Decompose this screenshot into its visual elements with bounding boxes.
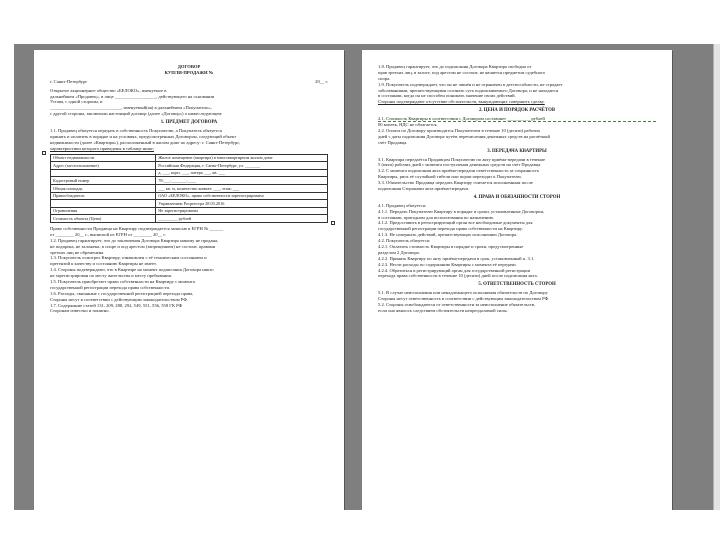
table-cell-label <box>51 169 156 177</box>
body-line: заболеваниями, препятствующими осознать суть подписываемого Договора, и не находится <box>378 87 559 93</box>
section-line: в состоянии, пригодном для использования по назначению. <box>378 214 495 220</box>
table-row <box>51 200 328 208</box>
table-cell-value: ОАО «БЕЛОКО», право собственности зарегистрировано <box>156 192 328 200</box>
body-line: 1.7. Содержание статей 131, 209, 288, 292, 549, 551, 556, 558 ГК РФ <box>50 302 183 308</box>
section-line: 1.1. Продавец обязуется передать в собственность Покупателю, а Покупатель обязуется <box>50 128 222 134</box>
section-line: подписания Сторонами акта приёма-передачи. <box>378 185 470 191</box>
section-paragraph <box>50 128 328 152</box>
section-line: разделом 2 Договора. <box>378 249 420 255</box>
document-viewport[interactable] <box>14 44 720 510</box>
body-line: не подарена, не заложена, в споре и под арестом (запрещением) не состоит, правами <box>50 243 216 249</box>
section-line: 3.2. С момента подписания акта приёма-передачи ответственность за сохранность <box>378 168 539 174</box>
body-line: Стороны подтверждают отсутствие обстоятельств, вынуждающих совершить сделку. <box>378 99 545 105</box>
table-cell-value: 78:___:_______:____ <box>156 177 328 185</box>
section-line: 4.1.3. Не совершать действий, препятствующих исполнению Договора. <box>378 232 518 238</box>
table-row <box>51 184 328 192</box>
table-row <box>51 169 328 177</box>
section-line: Стороны несут ответственность в соответствии с действующим законодательством РФ. <box>378 296 550 302</box>
section-title: 3. ПЕРЕДАЧА КВАРТИРЫ <box>487 148 547 154</box>
table-cell-label <box>51 200 156 208</box>
section-line: перехода права собственности в течение 10 (десяти) дней после подписания акта. <box>378 273 538 279</box>
section-line: 4.1. Продавец обязуется: <box>378 202 427 208</box>
intro-line: дальнейшем «Продавец», в лице __________________, действующего на основании <box>50 93 215 99</box>
section-line: Квартиры, риск её случайной гибели или порчи переходят к Покупателю. <box>378 174 522 180</box>
section-line: если оно явилось следствием обстоятельств непреодолимой силы. <box>378 307 508 313</box>
vertical-scrollbar[interactable] <box>713 44 720 510</box>
intro-line: Устава, с одной стороны, и <box>50 99 103 105</box>
place-text: г. Санкт-Петербург <box>50 78 88 84</box>
section-paragraph <box>378 290 656 314</box>
body-line: 1.3. Покупатель осмотрел Квартиру, ознакомлен с её техническим состоянием и <box>50 255 207 261</box>
section-line: 4.1.1. Передать Покупателю Квартиру в порядке и сроки, установленные Договором, <box>378 208 545 214</box>
body-line: третьих лиц не обременена. <box>50 249 105 255</box>
section-line: 4.1.2. Предоставить в регистрирующий орган все необходимые документы для <box>378 220 533 226</box>
body-line: в состоянии, когда он не способен понимать значение своих действий. <box>378 93 516 99</box>
section-line: характеристики которого приведены в таблице ниже: <box>50 145 155 151</box>
body-line: Право собственности Продавца на Квартиру подтверждается записью в ЕГРН № ______ <box>50 225 224 231</box>
section-line: дней с даты подписания Договора путём перечисления денежных средств на расчётный <box>378 133 550 139</box>
body-line: не зарегистрирован по месту жительства и месту пребывания. <box>50 273 172 279</box>
section-title: 4. ПРАВА И ОБЯЗАННОСТИ СТОРОН <box>473 194 561 200</box>
section-line: 4.2.1. Оплатить стоимость Квартиры в порядке и сроки, предусмотренные <box>378 243 524 249</box>
contract-title: ДОГОВОР <box>177 64 201 69</box>
section-line: 5.2. Стороны освобождаются от ответственности за неисполнение обязательств, <box>378 302 536 308</box>
body-line: 1.4. Стороны подтверждают, что в Квартире на момент подписания Договора никто <box>50 267 214 273</box>
table-cell-value: ___ кв. м, количество комнат: ___, этаж: ___ <box>156 184 328 192</box>
property-table <box>50 154 328 223</box>
section-line: 4.2.3. Нести расходы по содержанию Квартиры с момента её передачи. <box>378 261 517 267</box>
table-cell-value: Жилое помещение (квартира) в многоквартирном жилом доме <box>156 154 328 162</box>
section-line: принять и оплатить в порядке и на условиях, предусмотренных Договором, следующий объект <box>50 133 237 139</box>
after-table-paragraph <box>50 226 328 314</box>
body-line: 1.8. Продавец гарантирует, что до подписания Договора Квартира свободна от <box>378 64 532 69</box>
section-paragraph <box>378 157 656 192</box>
section-paragraph <box>378 203 656 280</box>
section-line: 4.2. Покупатель обязуется: <box>378 238 431 244</box>
section-line: 4.2.4. Обратиться в регистрирующий орган для государственной регистрации <box>378 267 531 273</box>
section-line: государственной регистрации перехода права собственности на Квартиру. <box>378 226 523 232</box>
top-paragraph <box>378 64 656 105</box>
section-line: 3.3. Обязательство Продавца передать Квартиру считается исполненным после <box>378 180 533 186</box>
body-line: 1.5. Покупатель приобретает право собственности на Квартиру с момента <box>50 278 195 284</box>
table-cell-label: Общая площадь <box>51 184 156 192</box>
body-line: спора. <box>378 75 391 81</box>
intro-paragraph <box>50 88 328 117</box>
body-line: 1.9. Покупатель подтверждает, что он не лишён и не ограничен в дееспособности, не страдает <box>378 81 563 87</box>
body-line: 1.2. Продавец гарантирует, что до заключения Договора Квартира никому не продана, <box>50 237 219 243</box>
body-line: Стороны несут в соответствии с действующим законодательством РФ. <box>50 296 189 302</box>
section-paragraph <box>378 116 656 145</box>
body-line: 1.6. Расходы, связанные с государственной регистрацией перехода права, <box>50 290 194 296</box>
document-page-right <box>362 50 672 510</box>
body-line: прав третьих лиц, в залоге, под арестом не состоит, не является предметом судебного <box>378 69 546 75</box>
table-row <box>51 192 328 200</box>
table-row <box>51 162 328 170</box>
document-page-left <box>34 50 344 510</box>
table-cell-label: Правообладатель <box>51 192 156 200</box>
table-row <box>51 177 328 185</box>
table-cell-label: Кадастровый номер <box>51 177 156 185</box>
section-line: 5 (пяти) рабочих дней с момента поступления денежных средств на счёт Продавца. <box>378 162 542 168</box>
table-cell-value: д. ___, корп. ___, литера ___, кв. ___ <box>156 169 328 177</box>
body-line: от ________ 20__ г., выпиской из ЕГРН от ________ 20__ г. <box>50 231 166 237</box>
date-year-text: 20__ г. <box>315 78 328 84</box>
table-cell-value: Не зарегистрированы <box>156 207 328 215</box>
body-line: Сторонам известно и понятно. <box>50 308 110 314</box>
body-line: претензий к качеству и состоянию Квартиры не имеет. <box>50 261 157 267</box>
table-row <box>51 207 328 215</box>
table-row <box>51 154 328 162</box>
table-cell-label: Объект недвижимости <box>51 154 156 162</box>
table-cell-value: Управлением Росреестра 28.03.2016 <box>156 200 328 208</box>
section-line: 00 копеек, НДС не облагается. <box>378 122 438 128</box>
intro-line: Открытое акционерное общество «БЕЛОКО», именуемое в <box>50 87 167 93</box>
table-row <box>51 215 328 223</box>
table-cell-label: Ограничения <box>51 207 156 215</box>
section-line: 3.1. Квартира передаётся Продавцом Покупателю по акту приёма-передачи в течение <box>378 156 546 162</box>
contract-subtitle: КУПЛИ-ПРОДАЖИ № <box>164 69 214 75</box>
table-resize-handle[interactable] <box>42 151 46 155</box>
section-title: 5. ОТВЕТСТВЕННОСТЬ СТОРОН <box>478 282 556 288</box>
section-line: счёт Продавца. <box>378 139 408 145</box>
intro-line: с другой стороны, заключили настоящий договор (далее «Договор») о нижеследующем: <box>50 111 223 117</box>
intro-line: _______________________________, именуемый(ая) в дальнейшем «Покупатель», <box>50 105 212 111</box>
table-resize-handle[interactable] <box>331 221 335 225</box>
section-title: 2. ЦЕНА И ПОРЯДОК РАСЧЁТОВ <box>478 108 556 114</box>
section-line: 5.1. В случае неисполнения или ненадлежащего исполнения обязательств по Договору <box>378 290 548 296</box>
table-cell-label: Стоимость объекта (Цена) <box>51 215 156 223</box>
section-line: 2.2. Оплата по Договору производится Покупателем в течение 10 (десяти) рабочих <box>378 127 541 133</box>
section-title: 1. ПРЕДМЕТ ДОГОВОРА <box>160 120 218 126</box>
section-line: 4.2.2. Принять Квартиру по акту приёма-передачи в срок, установленный п. 3.1. <box>378 255 535 261</box>
property-table-wrapper[interactable] <box>50 154 328 223</box>
table-cell-value: _________ рублей <box>156 215 328 223</box>
section-line: недвижимости (далее «Квартира»), расположенный в жилом доме по адресу: г. Санкт-Петербург, <box>50 139 240 145</box>
section-line: 2.1. Стоимость Квартиры в соответствии с Договором составляет __________ рублей <box>378 116 656 122</box>
table-cell-value: Российская Федерация, г. Санкт-Петербург, ул. _______ <box>156 162 328 170</box>
table-cell-label: Адрес (местоположение) <box>51 162 156 170</box>
body-line: государственной регистрации перехода права собственности. <box>50 284 171 290</box>
